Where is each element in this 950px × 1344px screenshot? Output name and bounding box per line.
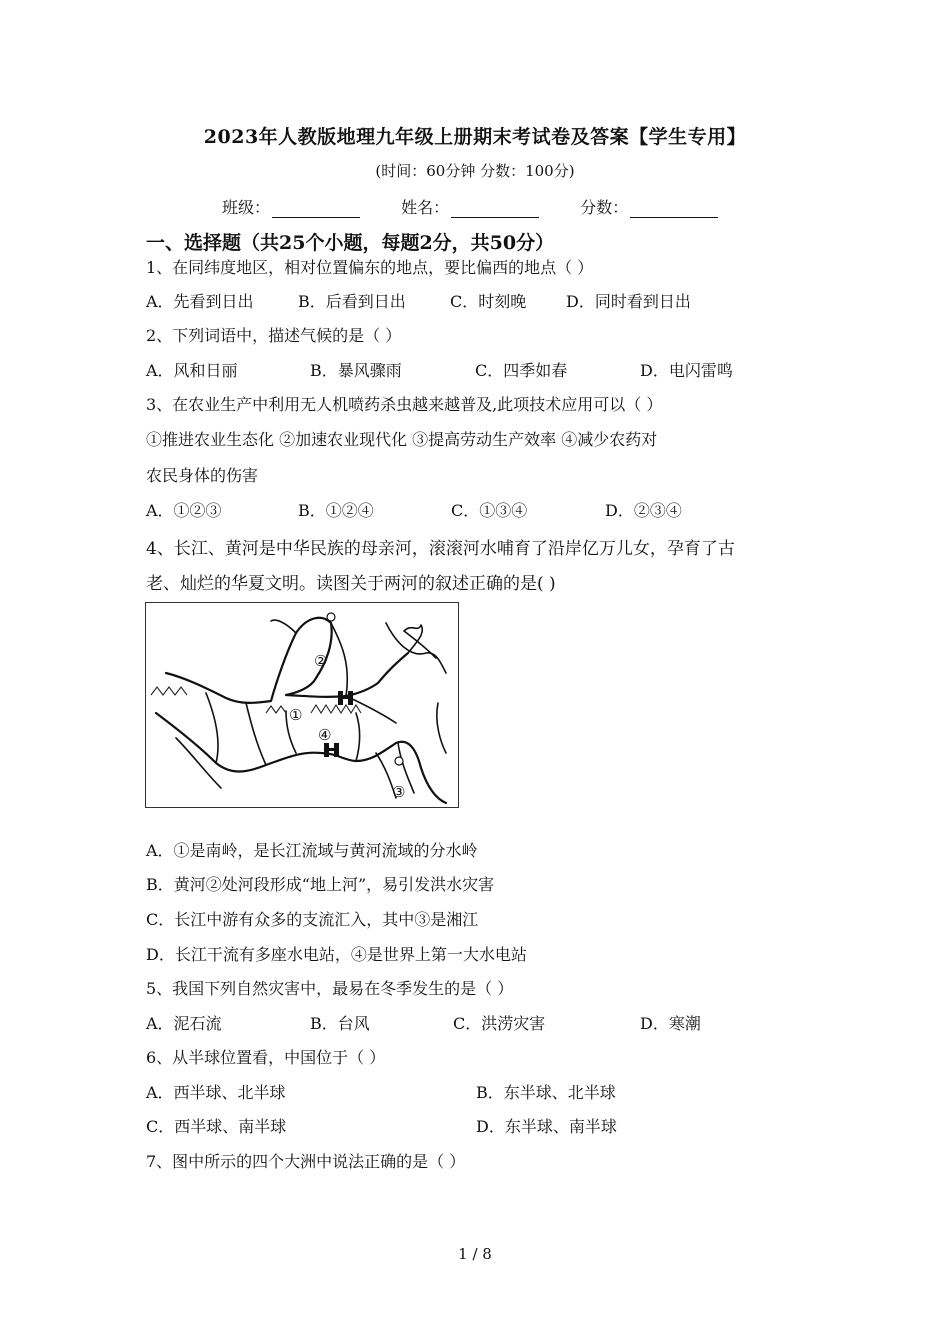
class-field <box>222 195 360 218</box>
question-2-stem: 2、下列词语中，描述气候的是（ ） <box>146 326 402 345</box>
q1-option-d: D．同时看到日出 <box>566 292 691 311</box>
question-4-stem-cont: 老、灿烂的华夏文明。读图关于两河的叙述正确的是( ) <box>146 574 556 594</box>
q6-option-d: D．东半球、南半球 <box>476 1117 617 1136</box>
q3-option-a: A．①②③ <box>146 501 222 520</box>
q4-option-b: B．黄河②处河段形成“地上河”，易引发洪水灾害 <box>146 875 495 894</box>
class-blank <box>272 200 360 218</box>
map-label-1: ① <box>289 706 303 724</box>
q2-option-d: D．电闪雷鸣 <box>640 361 733 380</box>
rivers-map <box>145 602 459 808</box>
name-field <box>401 195 539 218</box>
question-7-stem: 7、图中所示的四个大洲中说法正确的是（ ） <box>146 1152 466 1171</box>
class-label: 班级： <box>222 198 271 217</box>
exam-subtitle: (时间：60分钟 分数：100分) <box>375 162 575 180</box>
q5-option-a: A．泥石流 <box>146 1014 222 1033</box>
question-6-stem: 6、从半球位置看，中国位于（ ） <box>146 1048 386 1067</box>
q1-option-a: A．先看到日出 <box>146 292 254 311</box>
map-label-4: ④ <box>318 726 332 744</box>
student-info-row <box>222 195 754 218</box>
q5-option-b: B．台风 <box>310 1014 370 1033</box>
q6-option-c: C．西半球、南半球 <box>146 1117 287 1136</box>
q5-option-c: C．洪涝灾害 <box>453 1014 546 1033</box>
q3-option-d: D．②③④ <box>605 501 682 520</box>
rivers-map-drawing <box>146 603 458 807</box>
question-3-statements-cont: 农民身体的伤害 <box>146 466 259 485</box>
q3-option-c: C．①③④ <box>451 501 528 520</box>
name-blank <box>451 200 539 218</box>
name-label: 姓名： <box>401 198 450 217</box>
q2-option-a: A．风和日丽 <box>146 361 238 380</box>
question-3-statements: ①推进农业生态化 ②加速农业现代化 ③提高劳动生产效率 ④减少农药对 <box>146 430 658 449</box>
q4-option-c: C．长江中游有众多的支流汇入，其中③是湘江 <box>146 910 479 929</box>
q4-option-d: D．长江干流有多座水电站，④是世界上第一大水电站 <box>146 945 527 964</box>
q2-option-c: C．四季如春 <box>475 361 568 380</box>
q3-option-b: B．①②④ <box>298 501 374 520</box>
q5-option-d: D．寒潮 <box>640 1014 701 1033</box>
question-4-stem: 4、长江、黄河是中华民族的母亲河，滚滚河水哺育了沿岸亿万儿女，孕育了古 <box>146 539 735 559</box>
q2-option-b: B．暴风骤雨 <box>310 361 402 380</box>
question-3-stem: 3、在农业生产中利用无人机喷药杀虫越来越普及,此项技术应用可以（ ） <box>146 395 663 414</box>
map-label-2: ② <box>314 652 328 670</box>
page-title: 2023年人教版地理九年级上册期末考试卷及答案【学生专用】 <box>203 126 747 148</box>
score-field <box>580 195 718 218</box>
section-heading: 一、选择题（共25个小题，每题2分，共50分） <box>146 232 555 254</box>
map-label-3: ③ <box>392 783 406 801</box>
question-5-stem: 5、我国下列自然灾害中，最易在冬季发生的是（ ） <box>146 979 514 998</box>
score-label: 分数： <box>580 198 629 217</box>
q6-option-a: A．西半球、北半球 <box>146 1083 286 1102</box>
score-blank <box>630 200 718 218</box>
q1-option-b: B．后看到日出 <box>298 292 406 311</box>
q4-option-a: A．①是南岭，是长江流域与黄河流域的分水岭 <box>146 841 478 860</box>
page-number: 1 / 8 <box>458 1245 492 1263</box>
q1-option-c: C．时刻晚 <box>450 292 527 311</box>
question-1-stem: 1、在同纬度地区，相对位置偏东的地点，要比偏西的地点（ ） <box>146 258 594 277</box>
q6-option-b: B．东半球、北半球 <box>476 1083 616 1102</box>
